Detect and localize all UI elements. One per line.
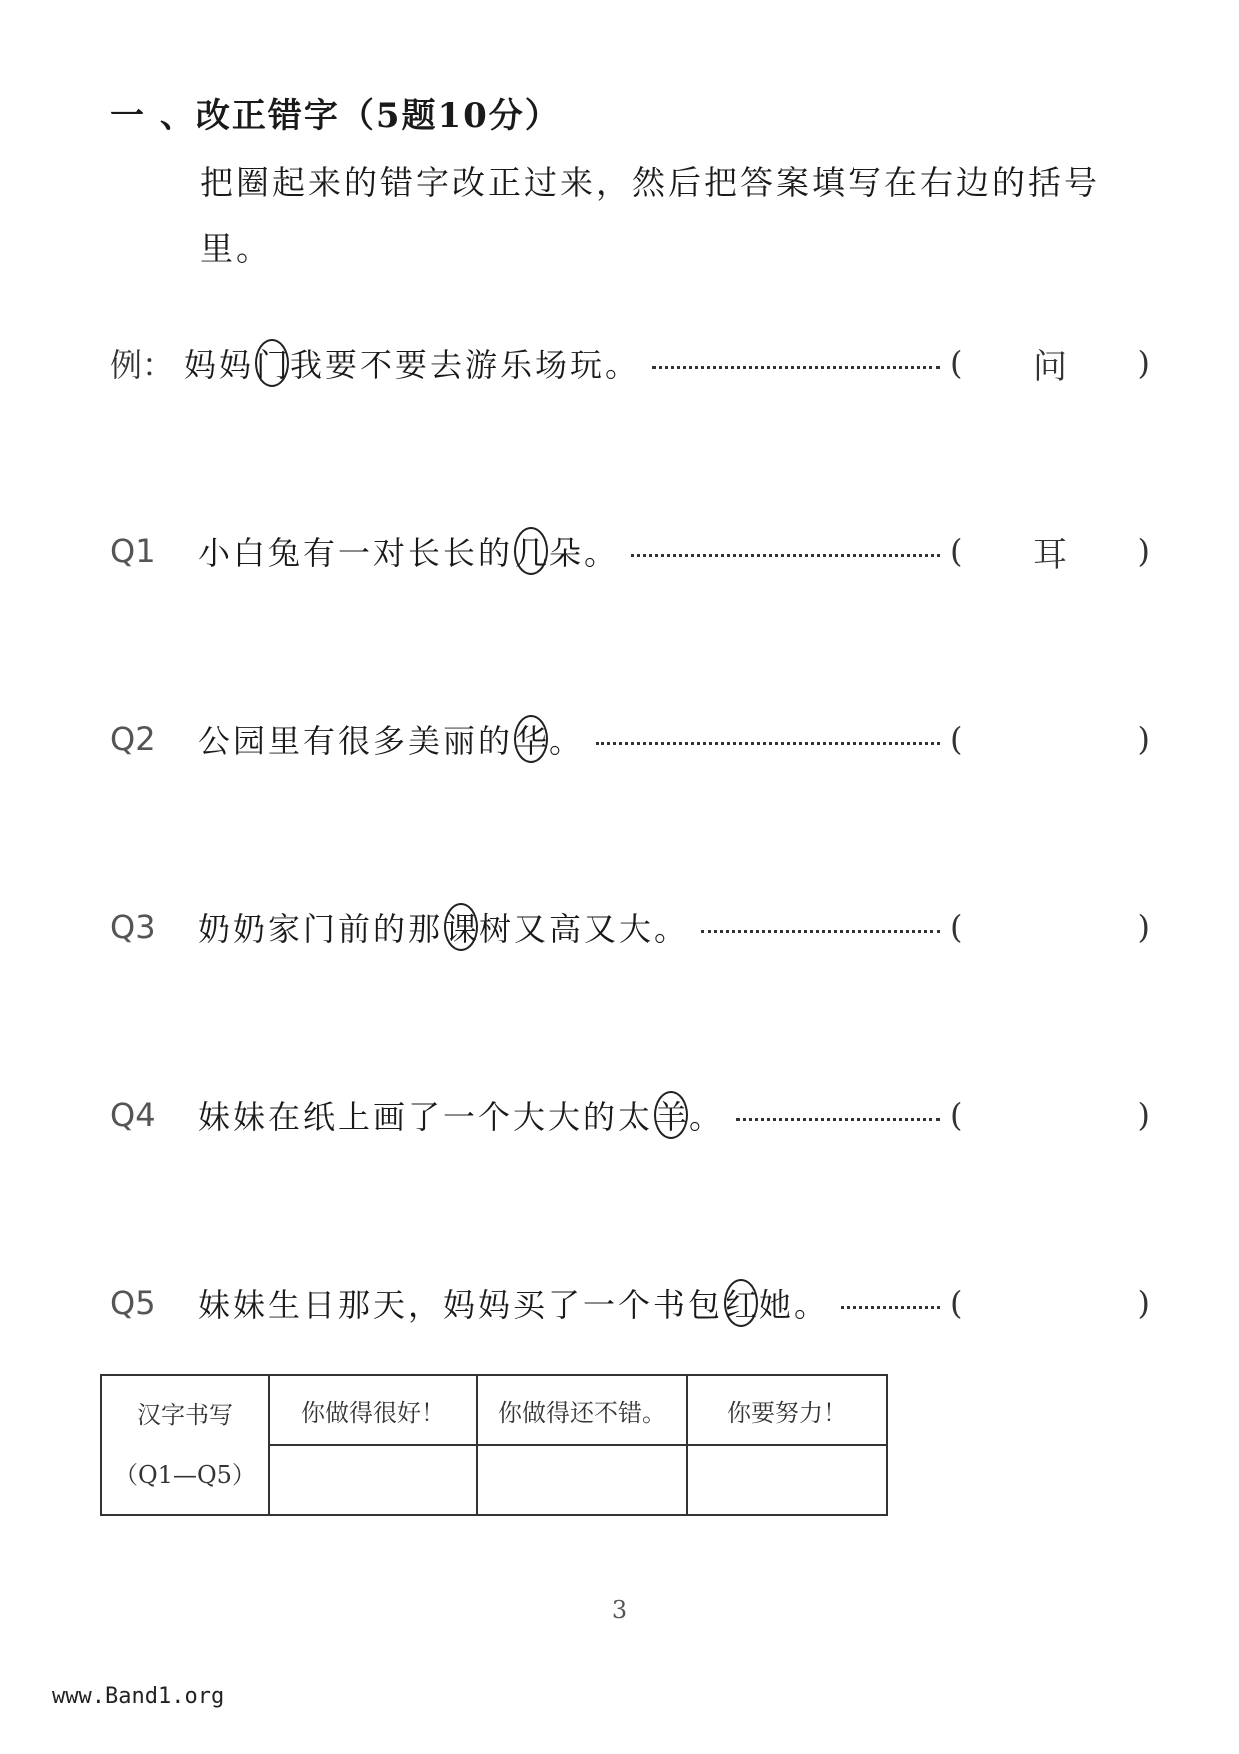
paren-open: ( — [950, 720, 963, 758]
answer-text: 耳 — [1033, 534, 1067, 575]
paren-open: ( — [950, 1284, 963, 1322]
question-sentence — [198, 1091, 724, 1139]
grading-checkbox-fair[interactable] — [477, 1445, 687, 1515]
circled-wrong-character: 红 — [724, 1279, 758, 1327]
example-label: 例： — [110, 346, 175, 384]
question-row-q5 — [110, 1278, 1150, 1328]
example-sentence — [184, 339, 640, 387]
sentence-after: 树又高又大。 — [479, 910, 690, 948]
dotted-leader — [631, 554, 940, 557]
grading-row-label-line1: 汉字书写 — [137, 1401, 233, 1429]
page-number: 3 — [611, 1596, 628, 1624]
question-label: Q3 — [110, 908, 156, 946]
paren-open: ( — [950, 532, 963, 570]
paren-close: ) — [1137, 1284, 1150, 1322]
paren-close: ) — [1137, 344, 1150, 382]
circled-wrong-character: 门 — [255, 339, 289, 387]
circled-wrong-character: 羊 — [654, 1091, 688, 1139]
question-sentence — [198, 903, 689, 951]
example-row — [110, 338, 1150, 388]
grading-option-good: 你做得很好！ — [269, 1375, 477, 1445]
grading-checkbox-good[interactable] — [269, 1445, 477, 1515]
sentence-before: 妈妈 — [184, 346, 255, 384]
sentence-before: 妹妹生日那天，妈妈买了一个书包 — [198, 1286, 724, 1324]
circled-wrong-character: 华 — [514, 715, 548, 763]
circled-wrong-character: 课 — [444, 903, 478, 951]
question-label: Q1 — [110, 532, 156, 570]
section-title: 一 、改正错字（5题10分） — [110, 96, 561, 136]
sentence-after: 我要不要去游乐场玩。 — [290, 346, 641, 384]
question-row-q1 — [110, 526, 1150, 576]
dotted-leader — [841, 1306, 940, 1309]
paren-close: ) — [1137, 720, 1150, 758]
sentence-before: 小白兔有一对长长的 — [198, 534, 514, 572]
question-sentence — [198, 1279, 829, 1327]
grading-option-fair: 你做得还不错。 — [477, 1375, 687, 1445]
grading-table — [100, 1374, 888, 1516]
answer-bracket — [950, 339, 1150, 388]
footer-url: www.Band1.org — [52, 1684, 225, 1709]
answer-bracket[interactable] — [950, 1096, 1150, 1134]
question-row-q2 — [110, 714, 1150, 764]
dotted-leader — [596, 742, 940, 745]
paren-close: ) — [1137, 908, 1150, 946]
sentence-after: 。 — [549, 722, 585, 760]
answer-bracket[interactable] — [950, 908, 1150, 946]
sentence-before: 奶奶家门前的那 — [198, 910, 444, 948]
grading-option-try: 你要努力！ — [687, 1375, 887, 1445]
question-label: Q5 — [110, 1284, 156, 1322]
paren-close: ) — [1137, 532, 1150, 570]
grading-checkbox-try[interactable] — [687, 1445, 887, 1515]
paren-open: ( — [950, 1096, 963, 1134]
circled-wrong-character: 几 — [514, 527, 548, 575]
paren-open: ( — [950, 908, 963, 946]
dotted-leader — [736, 1118, 940, 1121]
answer-bracket[interactable] — [950, 1284, 1150, 1322]
question-sentence — [198, 715, 584, 763]
instruction-text: 把圈起来的错字改正过来，然后把答案填写在右边的括号里。 — [200, 163, 1100, 268]
sentence-after: 。 — [689, 1098, 725, 1136]
answer-text: 问 — [1033, 346, 1067, 387]
question-row-q3 — [110, 902, 1150, 952]
sentence-before: 妹妹在纸上画了一个大大的太 — [198, 1098, 654, 1136]
dotted-leader — [652, 366, 940, 369]
grading-row-label-line2: （Q1—Q5） — [114, 1461, 256, 1489]
paren-open: ( — [950, 344, 963, 382]
question-row-q4 — [110, 1090, 1150, 1140]
paren-close: ) — [1137, 1096, 1150, 1134]
sentence-after: 朵。 — [549, 534, 620, 572]
dotted-leader — [701, 930, 940, 933]
answer-bracket[interactable] — [950, 720, 1150, 758]
answer-bracket[interactable] — [950, 527, 1150, 576]
sentence-before: 公园里有很多美丽的 — [198, 722, 514, 760]
question-label: Q4 — [110, 1096, 156, 1134]
question-sentence — [198, 527, 619, 575]
sentence-after: 她。 — [759, 1286, 830, 1324]
question-label: Q2 — [110, 720, 156, 758]
grading-row-label — [101, 1375, 269, 1515]
